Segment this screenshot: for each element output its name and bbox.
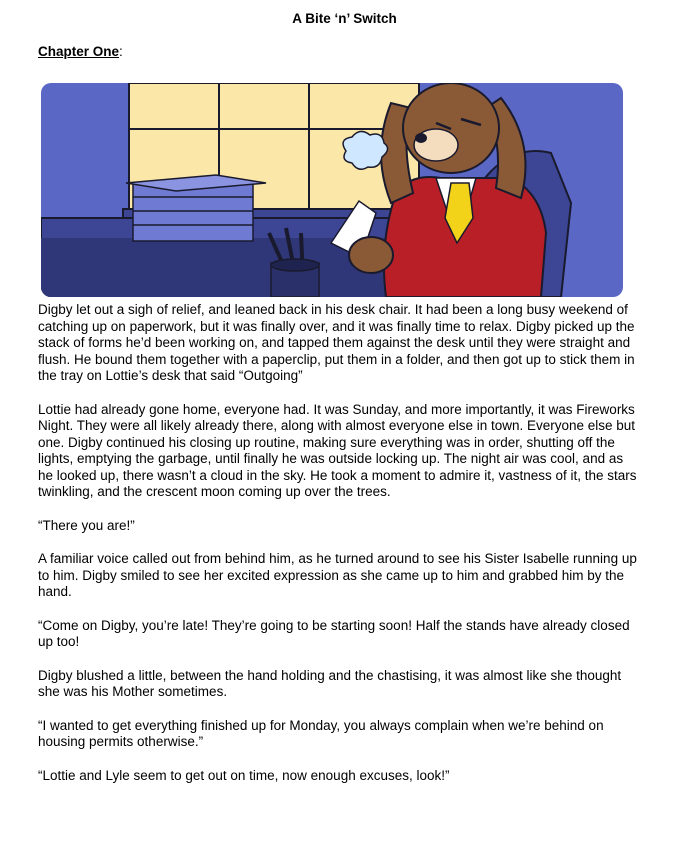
chapter-colon: : (119, 44, 123, 59)
paragraph: “There you are!” (38, 517, 135, 533)
paragraph: Lottie had already gone home, everyone had. It was Sunday, and more importantly, it was Fireworks Night. They were all likely already there, along with almost everyone else in town. Everyone else but one. Digby continued his closing up routine, making sure everything was in order, shutting off the lights, emptying the garbage, until finally he was outside locking up. The night air was cool, and as he looked up, there wasn’t a cloud in the sky. He took a moment to admire it, vastness of it, the stars twinkling, and the crescent moon coming up over the trees. (38, 401, 637, 499)
paragraph: Digby let out a sigh of relief, and leaned back in his desk chair. It had been a long busy weekend of catching up on paperwork, but it was finally over, and it was finally time to relax. Digby picked up the stack of forms he’d been working on, and tapped them against the desk until they were straight and flush. He bound them together with a paperclip, put them in a folder, and then got up to stick them in the tray on Lottie’s desk that said “Outgoing” (38, 302, 635, 383)
paragraph: Digby blushed a little, between the hand holding and the chastising, it was almost like she thought she was his Mother sometimes. (38, 667, 622, 699)
paragraph: “Come on Digby, you’re late! They’re going to be starting soon! Half the stands have already closed up too! (38, 617, 630, 649)
chapter-illustration (41, 83, 623, 297)
story-text (38, 302, 638, 801)
paragraph: “I wanted to get everything finished up for Monday, you always complain when we’re behind on housing permits otherwise.” (38, 717, 604, 749)
paragraph: “Lottie and Lyle seem to get out on time, now enough excuses, look!” (38, 767, 450, 783)
paragraph: A familiar voice called out from behind him, as he turned around to see his Sister Isabelle running up to him. Digby smiled to see her excited expression as she came up to him and grabbed him by the hand. (38, 551, 637, 599)
chapter-label: Chapter One (38, 44, 120, 59)
paper-stack (126, 175, 266, 241)
character-hand (349, 237, 393, 273)
document-title: A Bite ‘n’ Switch (292, 11, 397, 26)
chapter-heading (38, 44, 123, 59)
